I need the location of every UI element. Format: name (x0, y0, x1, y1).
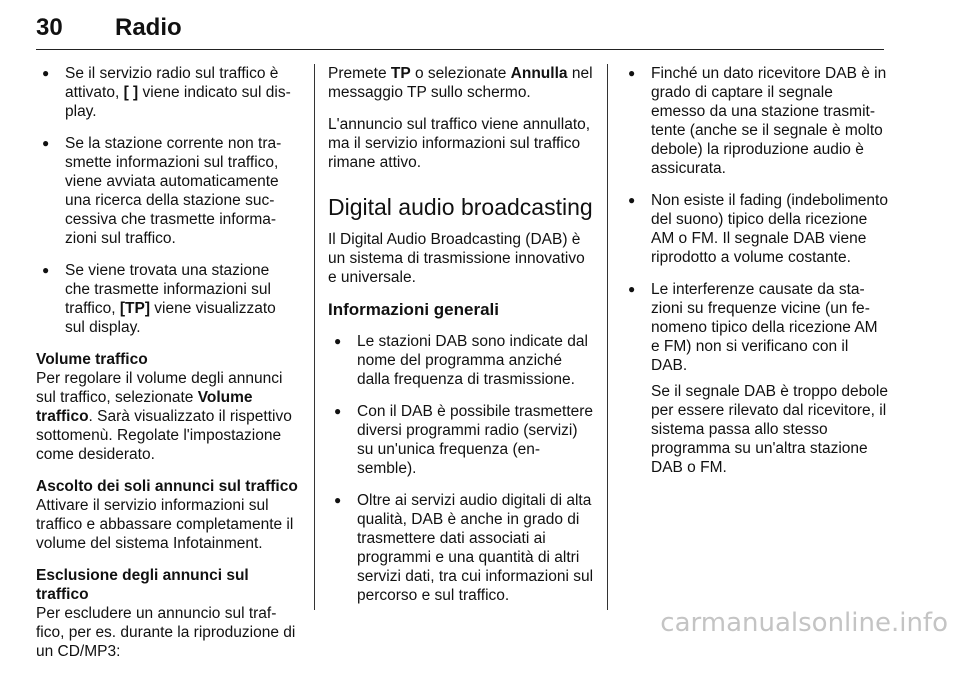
ascolto-section: Ascolto dei soli annunci sul traffico Attivare il servizio informazioni sul traffico e abbassare completamente il volume del sistema Infotainment. (36, 478, 298, 552)
list-item: ● Se viene trovata una stazione che trasmette informazioni sul traffico, [TP] viene visualizzato sul display. (36, 261, 298, 337)
column-divider-left (314, 64, 315, 610)
traffic-symbol: [ ] (123, 84, 139, 101)
subheading-esclusione: Esclusione degli annunci sul traffico (36, 567, 249, 603)
section-heading-dab: Digital audio broadcasting (328, 194, 593, 220)
watermark: carmanualsonline.info (660, 608, 948, 638)
list-item: ● Finché un dato ricevitore DAB è in grado di captare il segnale emesso da una stazione trasmittente (anche se il segnale è molto debole) la riproduzione audio è assicurata. (622, 64, 888, 178)
column-middle (328, 64, 594, 618)
column-right (622, 64, 888, 490)
button-term-annulla: Annulla (510, 65, 568, 82)
tp-symbol: [TP] (119, 300, 150, 317)
dab-bullet-list (328, 332, 594, 605)
list-item: ● Le interferenze causate da stazioni su frequenze vicine (un fenomeno tipico della ricezione AM e FM) non si verificano con il DAB. (622, 280, 888, 375)
esclusione-section: Esclusione degli annunci sul traffico Per escludere un annuncio sul traffico, per es. durante la riproduzione di un CD/MP3: (36, 567, 296, 660)
list-item: ● Se la stazione corrente non trasmette informazioni sul traffico, viene avviata automaticamente una ricerca della stazione successiva che trasmette informazioni sul traffico. (36, 134, 298, 248)
column-divider-right (607, 64, 608, 610)
column-left (36, 64, 298, 674)
list-item: ● Le stazioni DAB sono indicate dal nome del programma anziché dalla frequenza di trasmissione. (328, 332, 594, 389)
list-item: ● Se il servizio radio sul traffico è attivato, [ ] viene indicato sul display. (36, 64, 298, 121)
dab-advantages-list (622, 64, 888, 375)
annuncio-paragraph: L'annuncio sul traffico viene annullato, ma il servizio informazioni sul traffico rimane attivo. (328, 116, 591, 171)
button-term-tp: TP (390, 65, 411, 82)
list-item: ● Con il DAB è possibile trasmettere diversi programmi radio (servizi) su un'unica frequenza (ensemble). (328, 402, 594, 478)
list-item: ● Oltre ai servizi audio digitali di alta qualità, DAB è anche in grado di trasmettere dati associati ai programmi e una quantità di altri servizi dati, tra cui informazioni sul percorso e sul traffico. (328, 491, 594, 605)
page-number: 30 (36, 14, 63, 41)
traffic-bullet-list (36, 64, 298, 337)
dab-intro: Il Digital Audio Broadcasting (DAB) è un sistema di trasmissione innovativo e universale. (328, 231, 585, 286)
continuation-paragraph: Se il segnale DAB è troppo debole per essere rilevato dal ricevitore, il sistema passa allo stesso programma su un'altra stazione DAB o FM. (651, 383, 888, 476)
list-item: ● Non esiste il fading (indebolimento del suono) tipico della ricezione AM o FM. Il segnale DAB viene riprodotto a volume costante. (622, 191, 888, 267)
subheading-volume: Volume traffico (36, 351, 148, 368)
premete-paragraph: Premete TP o selezionate Annulla nel messaggio TP sullo schermo. (328, 65, 593, 101)
header-rule (36, 49, 884, 50)
subheading-info: Informazioni generali (328, 300, 499, 319)
page-header (36, 12, 884, 50)
chapter-title: Radio (115, 14, 182, 41)
subheading-ascolto: Ascolto dei soli annunci sul traffico (36, 478, 298, 495)
volume-section: Volume traffico Per regolare il volume degli annunci sul traffico, selezionate Volume traffico. Sarà visualizzato il rispettivo sottomenù. Regolate l'impostazione come desiderato. (36, 351, 292, 463)
menu-term-volume: Volume traffico (36, 389, 253, 425)
